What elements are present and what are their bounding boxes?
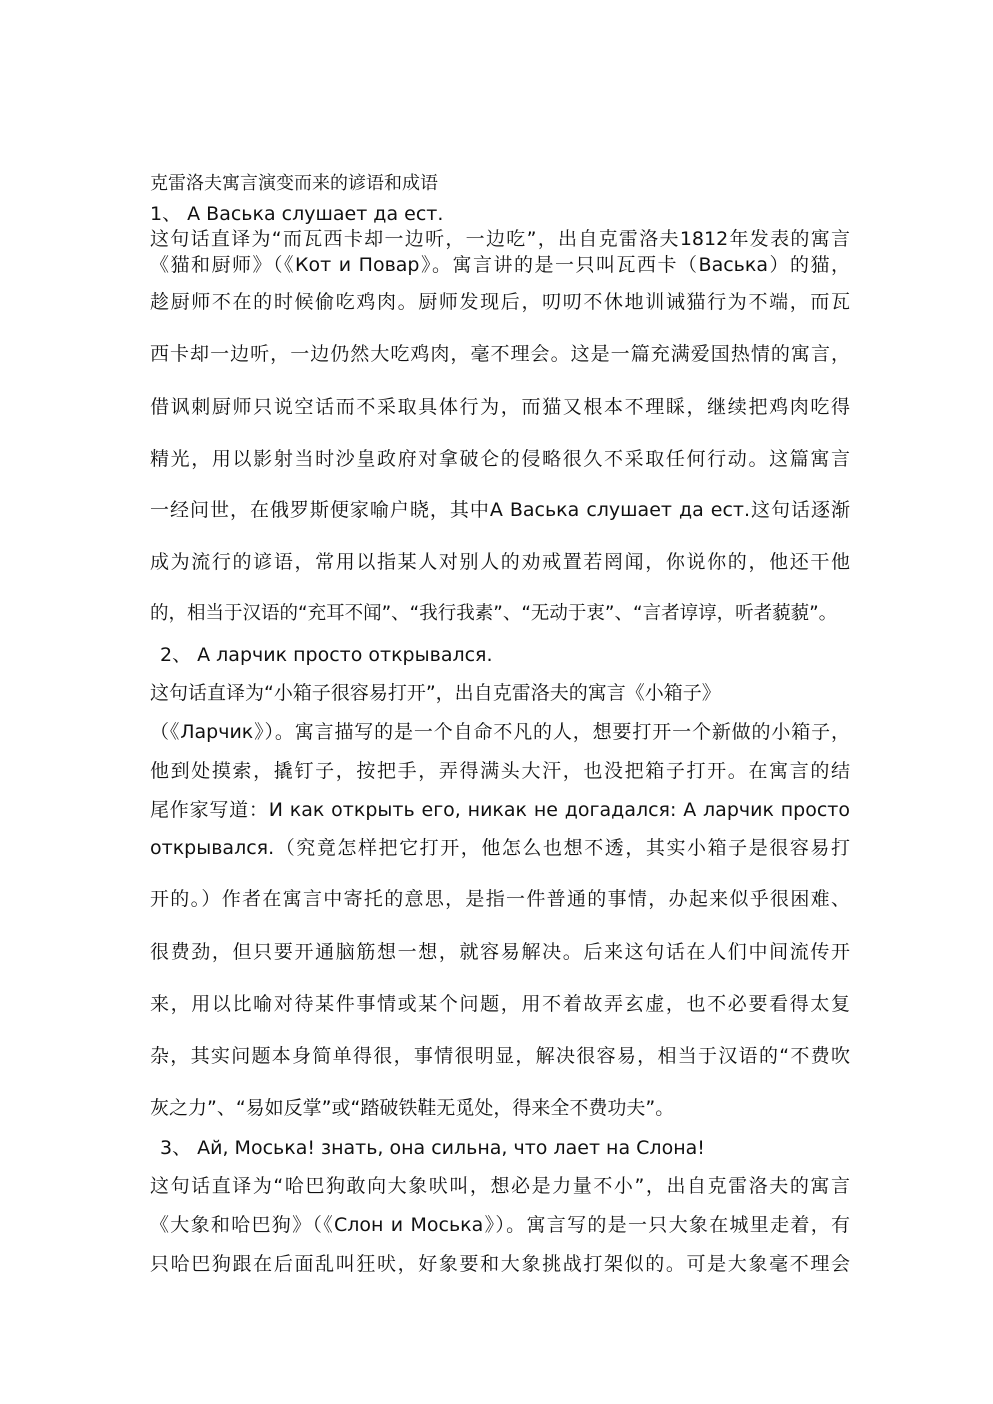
paragraph-line: 的，相当于汉语的“充耳不闻”、“我行我素”、“无动于衷”、“言者谆谆，听者藐藐”。 [150,603,838,624]
heading-3: 3、 Ай, Моська! знать, она сильна, что лает на Слона! [160,1137,705,1159]
paragraph-line: 这句话直译为“而瓦西卡却一边听，一边吃”，出自克雷洛夫1812年发表的寓言 [150,228,850,250]
paragraph-line: 尾作家写道：И как открыть его, никак не догадался: А ларчик просто [150,799,850,821]
paragraph-line: 这句话直译为“小箱子很容易打开”，出自克雷洛夫的寓言《小箱子》 [150,682,721,704]
paragraph-line: 来，用以比喻对待某件事情或某个问题，用不着故弄玄虚，也不必要看得太复 [150,993,850,1015]
paragraph-line: （《Ларчик》）。寓言描写的是一个自命不凡的人，想要打开一个新做的小箱子， [150,721,850,743]
document-title: 克雷洛夫寓言演变而来的谚语和成语 [150,173,438,194]
paragraph-line: 《猫和厨师》（《Кот и Повар》。寓言讲的是一只叫瓦西卡（Васька）的猫， [150,254,850,276]
paragraph-line: 成为流行的谚语，常用以指某人对别人的劝戒置若罔闻，你说你的，他还干他 [150,551,850,573]
paragraph-line: 只哈巴狗跟在后面乱叫狂吠，好象要和大象挑战打架似的。可是大象毫不理会 [150,1253,850,1275]
paragraph-line: 西卡却一边听，一边仍然大吃鸡肉，毫不理会。这是一篇充满爱国热情的寓言， [150,343,850,365]
heading-2: 2、 А ларчик просто открывался. [160,644,493,666]
heading-1: 1、 А Васька слушает да ест. [150,203,444,225]
paragraph-line: 这句话直译为“哈巴狗敢向大象吠叫，想必是力量不小”，出自克雷洛夫的寓言 [150,1175,850,1197]
paragraph-line: 《大象和哈巴狗》（《Слон и Моська》）。寓言写的是一只大象在城里走着，有 [150,1214,850,1236]
paragraph-line: 趁厨师不在的时候偷吃鸡肉。厨师发现后，叨叨不休地训诫猫行为不端，而瓦 [150,291,850,313]
paragraph-line: 一经问世，在俄罗斯便家喻户晓，其中А Васька слушает да ест.这句话逐渐 [150,499,850,521]
paragraph-line: 灰之力”、“易如反掌”或“踏破铁鞋无觅处，得来全不费功夫”。 [150,1097,675,1119]
paragraph-line: 借讽刺厨师只说空话而不采取具体行为，而猫又根本不理睬，继续把鸡肉吃得 [150,396,850,418]
paragraph-line: 精光，用以影射当时沙皇政府对拿破仑的侵略很久不采取任何行动。这篇寓言 [150,448,850,470]
paragraph-line: открывался.（究竟怎样把它打开，他怎么也想不透，其实小箱子是很容易打 [150,837,850,859]
paragraph-line: 杂，其实问题本身简单得很，事情很明显，解决很容易，相当于汉语的“不费吹 [150,1045,850,1067]
paragraph-line: 他到处摸索，撬钉子，按把手，弄得满头大汗，也没把箱子打开。在寓言的结 [150,760,850,782]
paragraph-line: 很费劲，但只要开通脑筋想一想，就容易解决。后来这句话在人们中间流传开 [150,941,850,963]
paragraph-line: 开的。）作者在寓言中寄托的意思，是指一件普通的事情，办起来似乎很困难、 [150,888,850,910]
